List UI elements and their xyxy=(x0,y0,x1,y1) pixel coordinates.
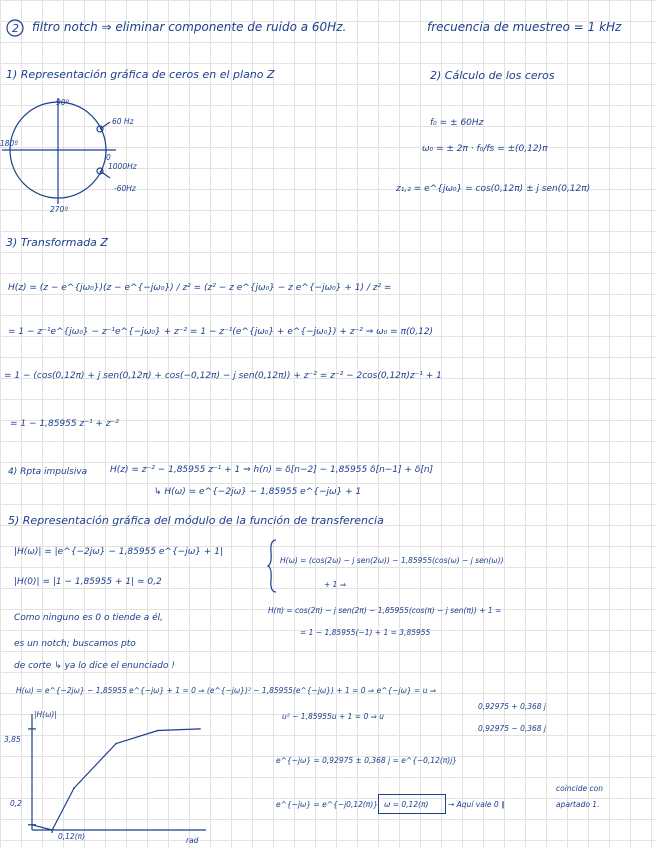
label-1000hz: 1000Hz xyxy=(108,162,137,171)
chart-point xyxy=(31,824,33,826)
eq1: H(ω) = e^{−2jω} − 1,85955 e^{−jω} + 1 = 0 ⇒ (e^{−jω})² − 1,85955(e^{−jω}) + 1 = 0 ⇒ e^{−jω} = u ⇒ xyxy=(16,686,437,695)
label-90: 90º xyxy=(56,98,70,107)
eq3: e^{−jω} = 0,92975 ± 0,368 j = e^{−0,12(π)j} xyxy=(276,756,458,765)
sec5-title: 5) Representación gráfica del módulo de la función de transferencia xyxy=(8,514,384,527)
sec2-title: 2) Cálculo de los ceros xyxy=(430,69,555,82)
chart-point xyxy=(41,827,43,829)
sec5-left2: |H(0)| = |1 − 1,85955 + 1| ≃ 0,2 xyxy=(14,577,162,587)
arrow-text: → Aquí vale 0 ∥ xyxy=(448,800,505,809)
sec5-right1b: + 1 ⇒ xyxy=(324,580,347,589)
label-m60: -60Hz xyxy=(114,184,136,193)
chart-xlabel: rad xyxy=(186,836,199,845)
sec3-line1: H(z) = (z − e^{jω₀})(z − e^{−jω₀}) / z² = (z² − z e^{jω₀} − z e^{−jω₀} + 1) / z² = xyxy=(8,283,392,293)
sec5-right3: = 1 − 1,85955(−1) + 1 = 3,85955 xyxy=(300,628,431,637)
pointer-plus xyxy=(100,122,110,129)
label-270: 270º xyxy=(50,205,68,214)
coincide1: coincide con xyxy=(556,784,603,793)
sec1-title: 1) Representación gráfica de ceros en el plano Z xyxy=(6,68,275,81)
header-text: filtro notch ⇒ eliminar componente de ruido a 60Hz. xyxy=(32,20,347,34)
sec3-title: 3) Transformada Z xyxy=(6,236,108,249)
chart-point xyxy=(199,728,201,730)
chart-point xyxy=(115,743,117,745)
sec3-line3: = 1 − (cos(0,12π) + j sen(0,12π) + cos(−0,12π) − j sen(0,12π)) + z⁻² = z⁻² − 2cos(0,12π)z⁻¹ + 1 xyxy=(4,371,442,381)
root1: 0,92975 + 0,368 j xyxy=(478,702,547,711)
sec4-line1: H(z) = z⁻² − 1,85955 z⁻¹ + 1 ⇒ h(n) = δ[n−2] − 1,85955 δ[n−1] + δ[n] xyxy=(110,465,434,475)
sec2-line3: z₁,₂ = e^{jω₀} = cos(0,12π) ± j sen(0,12π) xyxy=(396,184,591,194)
sec3-line4: = 1 − 1,85955 z⁻¹ + z⁻² xyxy=(10,419,119,429)
label-180: 180º xyxy=(0,139,18,148)
coincide2: apartado 1. xyxy=(556,800,600,809)
problem-number: 2 xyxy=(12,22,19,35)
magnitude-chart xyxy=(0,706,220,844)
label-p60: 60 Hz xyxy=(112,117,134,126)
boxed-result: ω = 0,12(π) xyxy=(384,800,429,809)
eq2: u² − 1,85955u + 1 = 0 ⇒ u xyxy=(282,712,385,721)
sec5-right2: H(π) = cos(2π) − j sen(2π) − 1,85955(cos(π) − j sen(π)) + 1 = xyxy=(268,606,502,615)
sec5-right1: H(ω) = (cos(2ω) − j sen(2ω)) − 1,85955(cos(ω) − j sen(ω)) xyxy=(280,556,504,565)
sec4-title: 4) Rpta impulsiva xyxy=(8,467,88,477)
chart-point xyxy=(73,787,75,789)
chart-ytick-385: 3,85 xyxy=(4,735,21,744)
chart-point xyxy=(51,829,53,831)
note1: Como ninguno es 0 o tiende a él, xyxy=(14,613,164,623)
chart-ylabel: |H(ω)| xyxy=(34,710,57,719)
note2: es un notch; buscamos pto xyxy=(14,639,136,649)
label-0: 0 xyxy=(106,153,111,162)
sampling-text: frecuencia de muestreo = 1 kHz xyxy=(427,20,622,34)
chart-xtick: 0,12(π) xyxy=(58,832,86,841)
sec2-line2: ω₀ = ± 2π · f₀/fs = ±(0,12)π xyxy=(422,144,548,154)
sec2-line1: f₀ = ± 60Hz xyxy=(430,118,484,128)
chart-ytick-02: 0,2 xyxy=(10,799,22,808)
chart-point xyxy=(157,730,159,732)
eq4: e^{−jω} = e^{−j0,12(π)} xyxy=(276,800,379,809)
note3: de corte ↳ ya lo dice el enunciado ! xyxy=(14,661,175,671)
sec5-left1: |H(ω)| = |e^{−2jω} − 1,85955 e^{−jω} + 1| xyxy=(14,547,223,557)
root2: 0,92975 − 0,368 j xyxy=(478,724,547,733)
brace xyxy=(268,540,278,592)
sec4-line2: ↳ H(ω) = e^{−2jω} − 1,85955 e^{−jω} + 1 xyxy=(154,487,362,497)
sec3-line2: = 1 − z⁻¹e^{jω₀} − z⁻¹e^{−jω₀} + z⁻² = 1 − z⁻¹(e^{jω₀} + e^{−jω₀}) + z⁻² ⇒ ω₀ = π(0,12) xyxy=(8,327,434,337)
